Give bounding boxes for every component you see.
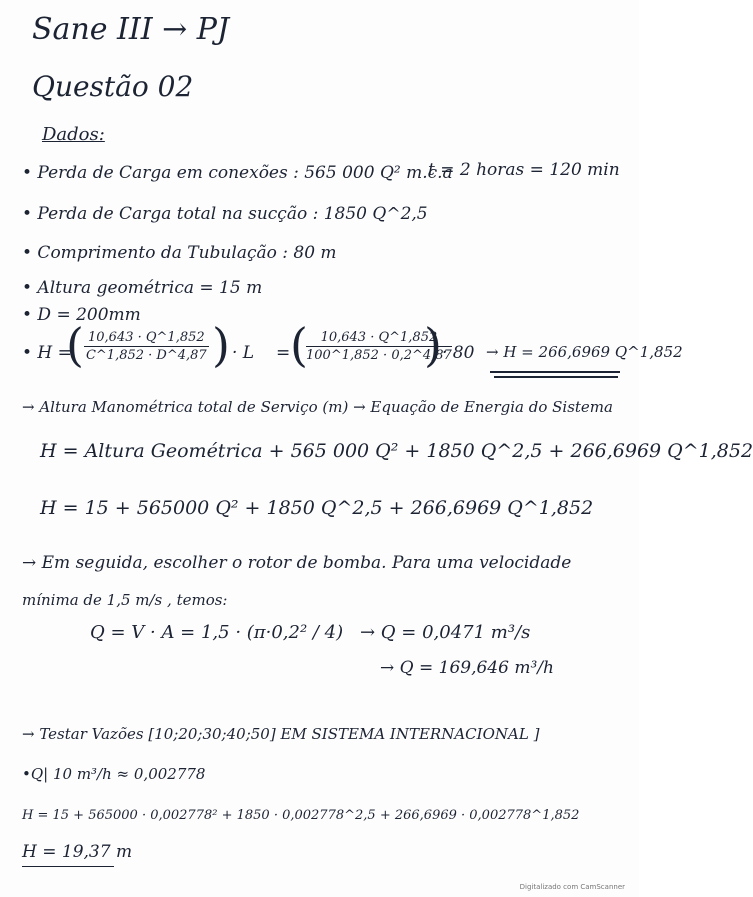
dados-item: • Comprimento da Tubulação : 80 m xyxy=(22,243,337,263)
right-paren: ) xyxy=(212,318,230,372)
dados-item: • D = 200mm xyxy=(22,305,141,325)
scanner-watermark: Digitalizado com CamScanner xyxy=(519,883,625,891)
page-title: Sane III → PJ xyxy=(32,12,230,47)
test-flows-title: → Testar Vazões [10;20;30;40;50] EM SISTEMA INTERNACIONAL ] xyxy=(22,725,540,743)
test-flow-sub: •Q| 10 m³/h ≈ 0,002778 xyxy=(22,765,206,783)
left-paren: ( xyxy=(290,318,308,372)
hazen-fraction-2: $\frac{10,643 \cdot Q\^{}1,852}{100\^{}1,852 \cdot 0,2\^{}4,87}$ xyxy=(306,330,452,363)
flow-equation: Q = V · A = 1,5 · (π·0,2² / 4) xyxy=(90,622,344,643)
dados-item: • Perda de Carga total na sucção : 1850 Q^2,5 xyxy=(22,204,428,224)
dados-heading: Dados: xyxy=(42,124,105,145)
question-heading: Questão 02 xyxy=(32,70,194,103)
right-paren: ) xyxy=(424,318,442,372)
flow-result-m3h: → Q = 169,646 m³/h xyxy=(380,658,554,678)
dados-item: • Altura geométrica = 15 m xyxy=(22,278,263,298)
rotor-text-line-2: mínima de 1,5 m/s , temos: xyxy=(22,591,228,609)
test-flow-calc: H = 15 + 565000 · 0,002778² + 1850 · 0,002778^2,5 + 266,6969 · 0,002778^1,852 xyxy=(22,808,580,823)
hazen-result: → H = 266,6969 Q^1,852 xyxy=(486,343,683,361)
hazen-fraction-1: $\frac{10,643 \cdot Q\^{}1,852}{C\^{}1,852 \cdot D\^{}4,87}$ xyxy=(85,330,207,363)
result-underline xyxy=(22,866,114,867)
hazen-lhs: • H = xyxy=(22,343,72,363)
energy-equation-2: H = 15 + 565000 Q² + 1850 Q^2,5 + 266,6969 Q^1,852 xyxy=(40,497,594,519)
left-paren: ( xyxy=(66,318,84,372)
time-note: t = 2 horas = 120 min xyxy=(428,160,620,180)
result-underline xyxy=(494,376,618,378)
hazen-times-l: · L xyxy=(232,343,255,363)
test-flow-result: H = 19,37 m xyxy=(22,842,133,862)
rotor-text-line-1: → Em seguida, escolher o rotor de bomba. Para uma velocidade xyxy=(22,553,572,573)
dados-item: • Perda de Carga em conexões : 565 000 Q² m.c.a xyxy=(22,163,453,183)
section-energy-title: → Altura Manométrica total de Serviço (m) → Equação de Energia do Sistema xyxy=(22,398,613,416)
result-underline xyxy=(490,371,620,373)
hazen-equals: = xyxy=(276,343,291,363)
hazen-times-80: · 80 xyxy=(442,343,475,363)
energy-equation-1: H = Altura Geométrica + 565 000 Q² + 1850 Q^2,5 + 266,6969 Q^1,852 xyxy=(40,440,753,462)
flow-result-m3s: → Q = 0,0471 m³/s xyxy=(360,622,531,643)
